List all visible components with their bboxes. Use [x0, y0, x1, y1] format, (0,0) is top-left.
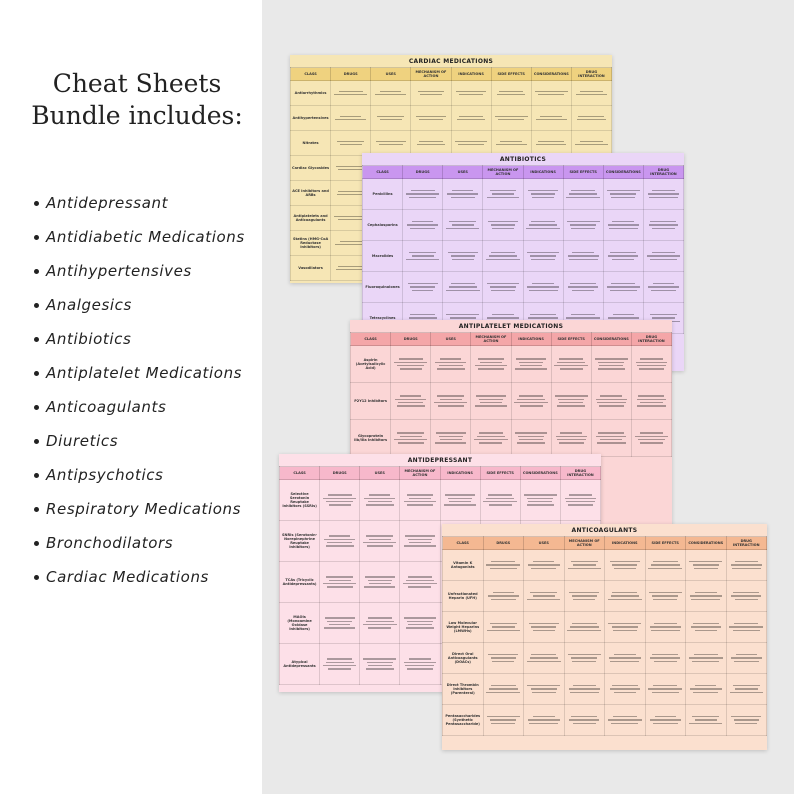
bundle-item: Antibiotics [34, 322, 256, 356]
table-cell [645, 550, 686, 581]
row-class-label: Statins (HMG-CoA Reductase Inhibitors) [291, 231, 331, 256]
row-class-label: Vitamin K Antagonists [443, 550, 484, 581]
table-cell [491, 81, 531, 106]
table-cell [471, 346, 511, 383]
table-cell [331, 131, 371, 156]
bundle-item: Antidepressant [34, 186, 256, 220]
table-cell [560, 480, 600, 521]
table-cell [563, 179, 603, 210]
sheet-title: ANTIBIOTICS [499, 156, 547, 163]
column-header: INDICATIONS [440, 467, 480, 480]
table-cell [400, 562, 440, 603]
column-header: MECHANISM OF ACTION [564, 537, 605, 550]
table-cell [483, 674, 524, 705]
table-cell [511, 383, 551, 420]
table-cell [631, 346, 671, 383]
table-cell [686, 643, 727, 674]
table-cell [483, 643, 524, 674]
row-class-label: TCAs (Tricyclic Antidepressants) [280, 562, 320, 603]
table-cell [471, 420, 511, 457]
column-header: INDICATIONS [511, 333, 551, 346]
sheet-table [350, 332, 672, 457]
column-header: USES [443, 166, 483, 179]
column-header: DRUGS [391, 333, 431, 346]
table-cell [563, 272, 603, 303]
table-cell [320, 562, 360, 603]
row-class-label: Antiplatelets and Anticoagulants [291, 206, 331, 231]
table-cell [571, 131, 611, 156]
column-header: USES [371, 68, 411, 81]
table-cell [360, 480, 400, 521]
row-class-label: P2Y12 Inhibitors [351, 383, 391, 420]
column-header: SIDE EFFECTS [563, 166, 603, 179]
table-row [351, 346, 672, 383]
table-cell [403, 210, 443, 241]
bundle-item: Analgesics [34, 288, 256, 322]
table-cell [471, 383, 511, 420]
table-cell [483, 179, 523, 210]
column-header: USES [431, 333, 471, 346]
table-cell [531, 81, 571, 106]
table-cell [686, 674, 727, 705]
table-row [443, 550, 767, 581]
column-header: SIDE EFFECTS [551, 333, 591, 346]
bundle-item: Antidiabetic Medications [34, 220, 256, 254]
table-cell [564, 581, 605, 612]
bundle-item: Cardiac Medications [34, 560, 256, 594]
table-cell [605, 581, 646, 612]
row-class-label: Antiarrhythmics [291, 81, 331, 106]
table-cell [483, 550, 524, 581]
column-header: CLASS [291, 68, 331, 81]
left-panel [0, 0, 262, 794]
sheet-table [442, 536, 767, 736]
column-header: DRUG INTERACTION [571, 68, 611, 81]
table-row [443, 674, 767, 705]
table-cell [520, 480, 560, 521]
table-cell [443, 241, 483, 272]
sheet-table [362, 165, 684, 334]
table-cell [631, 420, 671, 457]
bundle-item: Antiplatelet Medications [34, 356, 256, 390]
row-class-label: Aspirin (Acetylsalicylic Acid) [351, 346, 391, 383]
table-cell [400, 603, 440, 644]
table-row [363, 272, 684, 303]
table-cell [431, 346, 471, 383]
column-header: CONSIDERATIONS [603, 166, 643, 179]
column-header: DRUGS [320, 467, 360, 480]
column-header: USES [360, 467, 400, 480]
table-cell [524, 643, 565, 674]
table-row [351, 420, 672, 457]
sheet-title: ANTIDEPRESSANT [407, 457, 473, 464]
table-cell [524, 612, 565, 643]
row-class-label: Fluoroquinolones [363, 272, 403, 303]
column-header: DRUG INTERACTION [643, 166, 683, 179]
table-cell [320, 480, 360, 521]
column-header: DRUG INTERACTION [631, 333, 671, 346]
table-cell [645, 581, 686, 612]
sheet-title: ANTICOAGULANTS [571, 527, 638, 534]
row-class-label: SNRIs (Serotonin-Norepinephrine Reuptake Inhibitors) [280, 521, 320, 562]
table-cell [391, 420, 431, 457]
table-cell [645, 705, 686, 736]
table-cell [523, 210, 563, 241]
row-class-label: Penicillins [363, 179, 403, 210]
column-header: MECHANISM OF ACTION [483, 166, 523, 179]
table-cell [360, 644, 400, 685]
table-cell [564, 674, 605, 705]
row-class-label: Tetracyclines [363, 303, 403, 334]
table-row [443, 581, 767, 612]
column-header: CONSIDERATIONS [531, 68, 571, 81]
row-class-label: Atypical Antidepressants [280, 644, 320, 685]
table-cell [360, 562, 400, 603]
table-cell [564, 705, 605, 736]
row-class-label: Cardiac Glycosides [291, 156, 331, 181]
column-header: DRUGS [483, 537, 524, 550]
table-cell [524, 674, 565, 705]
table-cell [440, 480, 480, 521]
table-row [443, 612, 767, 643]
column-header: CLASS [351, 333, 391, 346]
row-class-label: ACE Inhibitors and ARBs [291, 181, 331, 206]
row-class-label: Vasodilators [291, 256, 331, 281]
column-header: DRUGS [403, 166, 443, 179]
table-cell [523, 272, 563, 303]
table-cell [686, 581, 727, 612]
table-cell [403, 272, 443, 303]
table-cell [605, 612, 646, 643]
table-cell [523, 179, 563, 210]
row-class-label: Nitrates [291, 131, 331, 156]
table-cell [443, 272, 483, 303]
column-header: CLASS [363, 166, 403, 179]
table-cell [726, 674, 767, 705]
table-cell [360, 603, 400, 644]
table-cell [591, 346, 631, 383]
table-cell [371, 81, 411, 106]
table-row [291, 81, 612, 106]
table-cell [551, 346, 591, 383]
table-cell [511, 346, 551, 383]
bundle-item: Diuretics [34, 424, 256, 458]
row-class-label: Cephalosporins [363, 210, 403, 241]
table-cell [331, 106, 371, 131]
table-cell [391, 383, 431, 420]
table-cell [605, 643, 646, 674]
table-cell [645, 643, 686, 674]
table-cell [645, 674, 686, 705]
row-class-label: Selective Serotonin Reuptake Inhibitors (SSRIs) [280, 480, 320, 521]
table-cell [645, 612, 686, 643]
row-class-label: Low Molecular Weight Heparins (LMWHs) [443, 612, 484, 643]
table-cell [643, 210, 683, 241]
row-class-label: Glycoprotein IIb/IIIa Inhibitors [351, 420, 391, 457]
table-row [351, 383, 672, 420]
table-cell [531, 106, 571, 131]
table-cell [603, 210, 643, 241]
table-cell [571, 81, 611, 106]
table-cell [400, 521, 440, 562]
table-cell [524, 581, 565, 612]
table-cell [411, 81, 451, 106]
sheet-title: ANTIPLATELET MEDICATIONS [458, 323, 564, 330]
table-cell [603, 179, 643, 210]
column-header: CONSIDERATIONS [591, 333, 631, 346]
table-row [443, 643, 767, 674]
table-cell [524, 705, 565, 736]
table-cell [431, 420, 471, 457]
bundle-list [34, 186, 256, 594]
table-cell [605, 550, 646, 581]
table-row [291, 106, 612, 131]
column-header: MECHANISM OF ACTION [400, 467, 440, 480]
row-class-label: MAOIs (Monoamine Oxidase Inhibitors) [280, 603, 320, 644]
column-header: CLASS [280, 467, 320, 480]
table-cell [511, 420, 551, 457]
table-cell [360, 521, 400, 562]
table-cell [726, 581, 767, 612]
anticoagulants-sheet [442, 524, 767, 750]
table-cell [331, 81, 371, 106]
table-cell [726, 612, 767, 643]
page-heading [22, 68, 252, 132]
table-cell [563, 241, 603, 272]
row-class-label: Antihypertensives [291, 106, 331, 131]
table-cell [391, 346, 431, 383]
table-cell [483, 581, 524, 612]
table-cell [483, 272, 523, 303]
table-cell [403, 241, 443, 272]
column-header: CONSIDERATIONS [520, 467, 560, 480]
table-cell [400, 644, 440, 685]
table-cell [551, 383, 591, 420]
table-cell [411, 106, 451, 131]
column-header: INDICATIONS [451, 68, 491, 81]
column-header: USES [524, 537, 565, 550]
table-cell [686, 550, 727, 581]
row-class-label: Direct Thrombin Inhibitors (Parenteral) [443, 674, 484, 705]
bundle-item: Anticoagulants [34, 390, 256, 424]
bundle-item: Respiratory Medications [34, 492, 256, 526]
preview-area [262, 0, 794, 794]
table-cell [686, 705, 727, 736]
row-class-label: Unfractionated Heparin (UFH) [443, 581, 484, 612]
column-header: MECHANISM OF ACTION [471, 333, 511, 346]
table-row [291, 131, 612, 156]
table-cell [686, 612, 727, 643]
table-cell [605, 674, 646, 705]
table-cell [564, 643, 605, 674]
table-cell [564, 550, 605, 581]
column-header: DRUG INTERACTION [726, 537, 767, 550]
column-header: INDICATIONS [523, 166, 563, 179]
table-cell [603, 241, 643, 272]
table-cell [483, 705, 524, 736]
column-header: CLASS [443, 537, 484, 550]
table-cell [451, 131, 491, 156]
table-cell [371, 106, 411, 131]
bundle-item: Bronchodilators [34, 526, 256, 560]
table-cell [563, 210, 603, 241]
column-header: SIDE EFFECTS [480, 467, 520, 480]
column-header: DRUGS [331, 68, 371, 81]
table-cell [564, 612, 605, 643]
column-header: CONSIDERATIONS [686, 537, 727, 550]
table-row [280, 480, 601, 521]
table-cell [531, 131, 571, 156]
table-cell [320, 521, 360, 562]
table-cell [491, 131, 531, 156]
table-cell [726, 643, 767, 674]
table-cell [605, 705, 646, 736]
table-cell [571, 106, 611, 131]
table-cell [726, 550, 767, 581]
table-cell [451, 81, 491, 106]
table-row [363, 210, 684, 241]
heading-line-2: Bundle includes: [31, 101, 243, 130]
heading-line-1: Cheat Sheets [52, 69, 222, 98]
table-cell [591, 383, 631, 420]
table-cell [551, 420, 591, 457]
sheet-title: CARDIAC MEDICATIONS [408, 58, 494, 65]
row-class-label: Macrolides [363, 241, 403, 272]
table-cell [491, 106, 531, 131]
table-row [443, 705, 767, 736]
table-cell [524, 550, 565, 581]
table-cell [480, 480, 520, 521]
table-cell [483, 210, 523, 241]
table-cell [400, 480, 440, 521]
table-cell [320, 603, 360, 644]
table-cell [643, 241, 683, 272]
table-cell [643, 272, 683, 303]
table-cell [603, 272, 643, 303]
table-cell [483, 241, 523, 272]
column-header: INDICATIONS [605, 537, 646, 550]
row-class-label: Pentasaccharides (Synthetic Pentasaccharide) [443, 705, 484, 736]
table-cell [443, 210, 483, 241]
table-cell [443, 179, 483, 210]
table-cell [371, 131, 411, 156]
table-cell [431, 383, 471, 420]
column-header: SIDE EFFECTS [491, 68, 531, 81]
table-cell [643, 179, 683, 210]
table-row [363, 241, 684, 272]
table-cell [631, 383, 671, 420]
table-cell [403, 179, 443, 210]
table-cell [320, 644, 360, 685]
column-header: DRUG INTERACTION [560, 467, 600, 480]
column-header: MECHANISM OF ACTION [411, 68, 451, 81]
table-cell [591, 420, 631, 457]
table-cell [411, 131, 451, 156]
table-row [363, 179, 684, 210]
bundle-item: Antipsychotics [34, 458, 256, 492]
bundle-item: Antihypertensives [34, 254, 256, 288]
table-cell [523, 241, 563, 272]
table-cell [726, 705, 767, 736]
column-header: SIDE EFFECTS [645, 537, 686, 550]
row-class-label: Direct Oral Anticoagulants (DOACs) [443, 643, 484, 674]
table-cell [483, 612, 524, 643]
table-cell [451, 106, 491, 131]
